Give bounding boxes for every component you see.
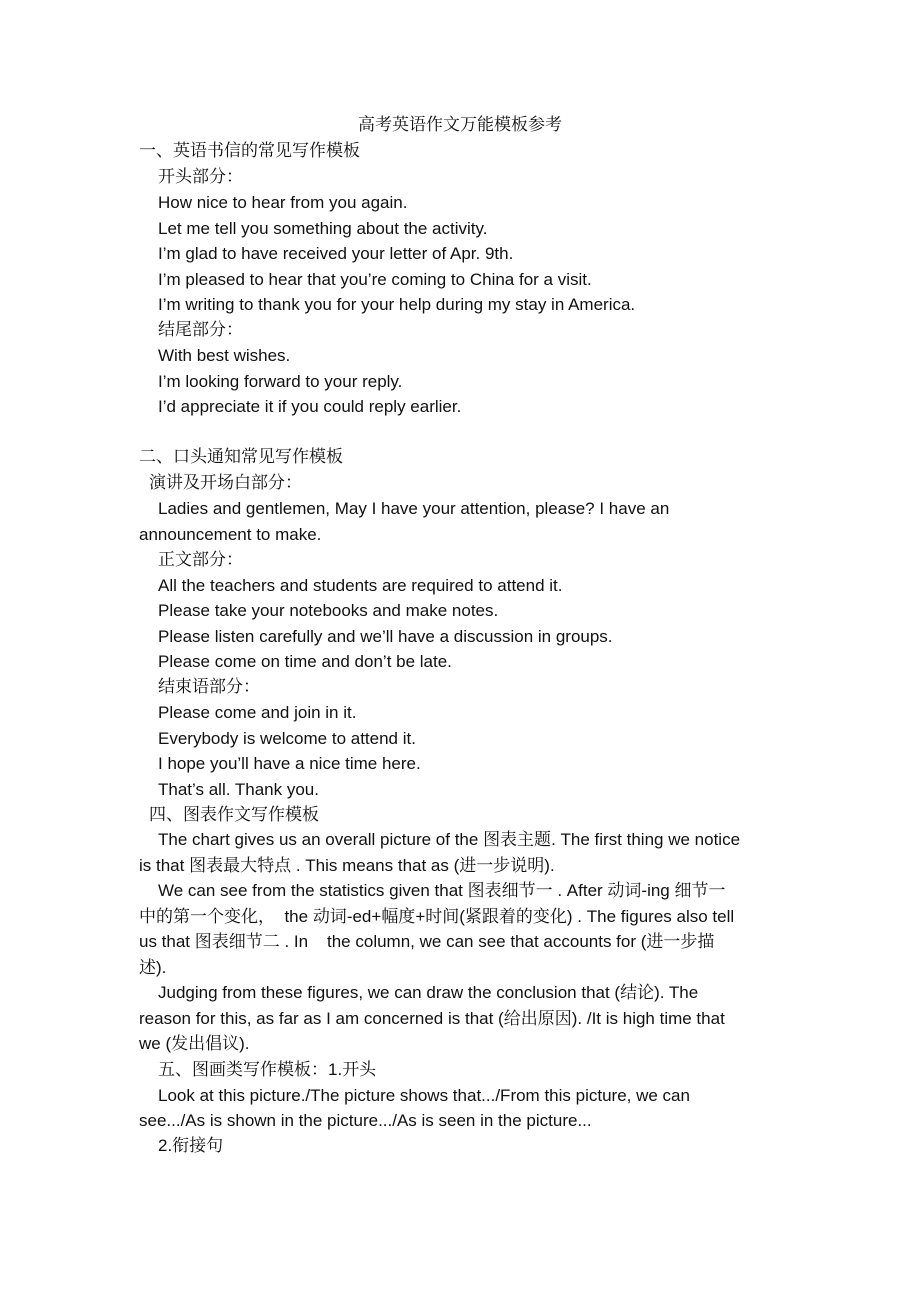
text-span: 动词 bbox=[607, 881, 642, 901]
speech-line: Ladies and gentlemen, May I have your attention, please? I have an bbox=[158, 499, 670, 518]
text-span: 发出倡议 bbox=[171, 1034, 240, 1054]
end-line: Please come and join in it. bbox=[158, 703, 357, 722]
text-span: ). bbox=[239, 1034, 250, 1053]
text-span: ). bbox=[156, 958, 167, 977]
text-span: + bbox=[415, 907, 426, 926]
opening-line: I’m writing to thank you for your help during my stay in America. bbox=[158, 295, 636, 314]
text-span: 细节一 bbox=[674, 881, 726, 901]
text-span: Judging from these figures, we can draw the conclusion that ( bbox=[158, 983, 621, 1002]
text-span: 衔接句 bbox=[172, 1136, 224, 1156]
text-span: We can see from the statistics given that bbox=[158, 881, 468, 900]
text-span: 五、图画类写作模板： bbox=[158, 1060, 328, 1080]
body-line: All the teachers and students are required to attend it. bbox=[158, 576, 563, 595]
closing-line: I’d appreciate it if you could reply earlier. bbox=[158, 397, 462, 416]
text-span: . The first thing we notice bbox=[551, 830, 741, 849]
section-4-heading: 四、图表作文写作模板 bbox=[149, 805, 319, 825]
end-line: Everybody is welcome to attend it. bbox=[158, 729, 416, 748]
text-span: 进一步描 bbox=[646, 932, 715, 952]
closing-label: 结尾部分： bbox=[158, 320, 243, 340]
text-span: 述 bbox=[139, 958, 156, 978]
text-span: 中的第一个变化， bbox=[139, 907, 275, 927]
chart-para-2-line-3 bbox=[139, 929, 714, 955]
end-line: That’s all. Thank you. bbox=[158, 780, 319, 799]
chart-para-1-line-1 bbox=[158, 827, 740, 853]
chart-para-2-line-1 bbox=[158, 878, 725, 904]
section-1-heading: 一、英语书信的常见写作模板 bbox=[139, 141, 360, 161]
text-span: the bbox=[275, 907, 313, 926]
text-span: 图表主题 bbox=[483, 830, 552, 850]
text-span: 时间 bbox=[425, 907, 460, 927]
text-span: 进一步说明 bbox=[459, 856, 545, 876]
chart-para-3-line-3 bbox=[139, 1031, 250, 1057]
chart-para-2-line-4 bbox=[139, 955, 166, 981]
chart-para-3-line-1 bbox=[158, 980, 698, 1006]
text-span: 开头 bbox=[342, 1060, 377, 1080]
text-span: is that bbox=[139, 856, 190, 875]
picture-opening-line: Look at this picture./The picture shows that.../From this picture, we can bbox=[158, 1086, 690, 1105]
opening-line: I’m glad to have received your letter of Apr. 9th. bbox=[158, 244, 514, 263]
text-span: 图表最大特点 bbox=[189, 856, 292, 876]
end-line: I hope you’ll have a nice time here. bbox=[158, 754, 421, 773]
chart-para-3-line-2 bbox=[139, 1006, 725, 1032]
text-span: 动词 bbox=[312, 907, 347, 927]
text-span: -ed+ bbox=[346, 907, 382, 926]
opening-label: 开头部分： bbox=[158, 167, 243, 187]
chart-para-1-line-2 bbox=[139, 853, 555, 879]
speech-line: announcement to make. bbox=[139, 525, 322, 544]
text-span: . After bbox=[552, 881, 608, 900]
closing-line: With best wishes. bbox=[158, 346, 291, 365]
text-span: us that bbox=[139, 932, 195, 951]
text-span: 结论 bbox=[620, 983, 655, 1003]
text-span: ). /It is high time that bbox=[571, 1009, 725, 1028]
item-2-heading bbox=[158, 1133, 223, 1159]
chart-para-2-line-2 bbox=[139, 904, 734, 930]
body-line: Please take your notebooks and make notes. bbox=[158, 601, 499, 620]
text-span: -ing bbox=[641, 881, 675, 900]
text-span: 紧跟着的变化 bbox=[464, 907, 567, 927]
text-span: 给出原因 bbox=[503, 1009, 572, 1029]
opening-line: How nice to hear from you again. bbox=[158, 193, 408, 212]
text-span: we ( bbox=[139, 1034, 172, 1053]
closing-line: I’m looking forward to your reply. bbox=[158, 372, 403, 391]
body-line: Please come on time and don’t be late. bbox=[158, 652, 452, 671]
speech-label: 演讲及开场白部分： bbox=[149, 473, 302, 493]
text-span: 图表细节二 bbox=[194, 932, 280, 952]
text-span: ). The bbox=[654, 983, 699, 1002]
text-span: ( bbox=[459, 907, 465, 926]
section-5-heading bbox=[158, 1057, 376, 1083]
text-span: . In the column, we can see that accounts for ( bbox=[279, 932, 647, 951]
text-span: 幅度 bbox=[381, 907, 416, 927]
text-span: . This means that as ( bbox=[291, 856, 460, 875]
section-2-heading: 二、口头通知常见写作模板 bbox=[139, 447, 343, 467]
body-line: Please listen carefully and we’ll have a discussion in groups. bbox=[158, 627, 613, 646]
text-span: The chart gives us an overall picture of the bbox=[158, 830, 484, 849]
end-label: 结束语部分： bbox=[158, 677, 260, 697]
text-span: reason for this, as far as I am concerned is that ( bbox=[139, 1009, 504, 1028]
text-span: 图表细节一 bbox=[467, 881, 553, 901]
text-span: 2. bbox=[158, 1136, 173, 1155]
document-title: 高考英语作文万能模板参考 bbox=[358, 115, 562, 135]
opening-line: Let me tell you something about the activity. bbox=[158, 219, 488, 238]
opening-line: I’m pleased to hear that you’re coming to China for a visit. bbox=[158, 270, 592, 289]
text-span: 1. bbox=[328, 1060, 343, 1079]
text-span: ) . The figures also tell bbox=[566, 907, 735, 926]
picture-opening-line: see.../As is shown in the picture.../As is seen in the picture... bbox=[139, 1111, 592, 1130]
text-span: ). bbox=[544, 856, 555, 875]
body-label: 正文部分： bbox=[158, 550, 243, 570]
